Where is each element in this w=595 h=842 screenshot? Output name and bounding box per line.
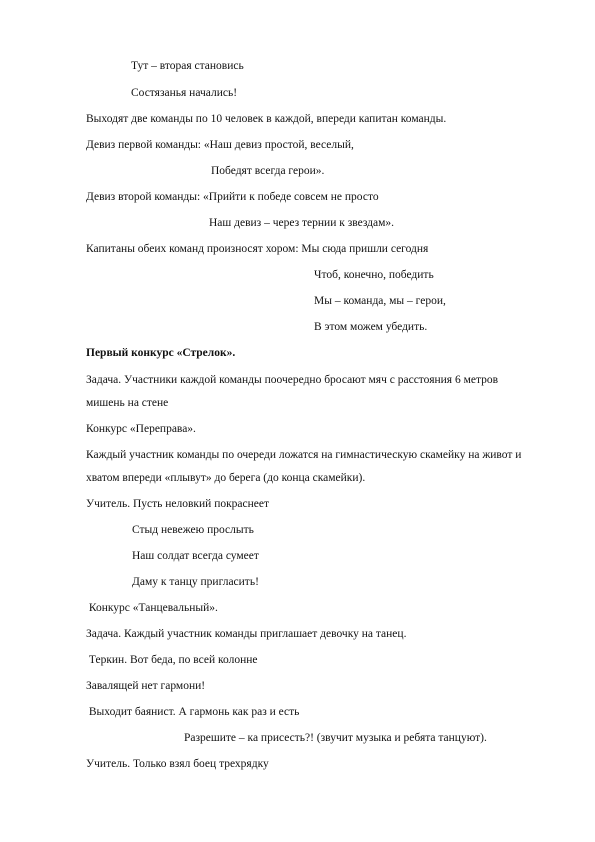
verse-line: Даму к танцу пригласить! [132,576,259,588]
paragraph-line: Учитель. Только взял боец трехрядку [86,758,269,770]
paragraph-line: Конкурс «Танцевальный». [86,602,218,614]
paragraph-line: мишень на стене [86,397,169,409]
section-heading: Первый конкурс «Стрелок». [86,347,236,359]
paragraph-line: хватом впереди «плывут» до берега (до конца скамейки). [86,472,366,484]
verse-line: Наш девиз – через тернии к звездам». [209,217,395,229]
verse-line: В этом можем убедить. [314,321,428,333]
paragraph-line: Девиз первой команды: «Наш девиз простой, веселый, [86,139,354,151]
paragraph-line: Задача. Каждый участник команды приглашает девочку на танец. [86,628,407,640]
verse-line: Состязанья начались! [131,87,238,99]
verse-line: Наш солдат всегда сумеет [132,550,259,562]
verse-line: Чтоб, конечно, победить [314,269,434,281]
paragraph-line: Теркин. Вот беда, по всей колонне [86,654,258,666]
paragraph-line: Выходит баянист. А гармонь как раз и есть [86,706,300,718]
verse-line: Тут – вторая становись [131,60,244,72]
paragraph-line: Учитель. Пусть неловкий покраснеет [86,498,270,510]
paragraph-line: Конкурс «Переправа». [86,423,196,435]
verse-line: Победят всегда герои». [211,165,325,177]
paragraph-line: Задача. Участники каждой команды поочередно бросают мяч с расстояния 6 метров [86,374,499,386]
paragraph-line: Завалящей нет гармони! [86,680,206,692]
paragraph-line: Капитаны обеих команд произносят хором: Мы сюда пришли сегодня [86,243,429,255]
verse-line: Стыд невежею прослыть [132,524,254,536]
paragraph-line: Девиз второй команды: «Прийти к победе совсем не просто [86,191,379,203]
verse-line: Разрешите – ка присесть?! (звучит музыка и ребята танцуют). [184,732,487,744]
paragraph-line: Выходят две команды по 10 человек в каждой, впереди капитан команды. [86,113,447,125]
verse-line: Мы – команда, мы – герои, [314,295,446,307]
paragraph-line: Каждый участник команды по очереди ложатся на гимнастическую скамейку на живот и [86,449,522,461]
